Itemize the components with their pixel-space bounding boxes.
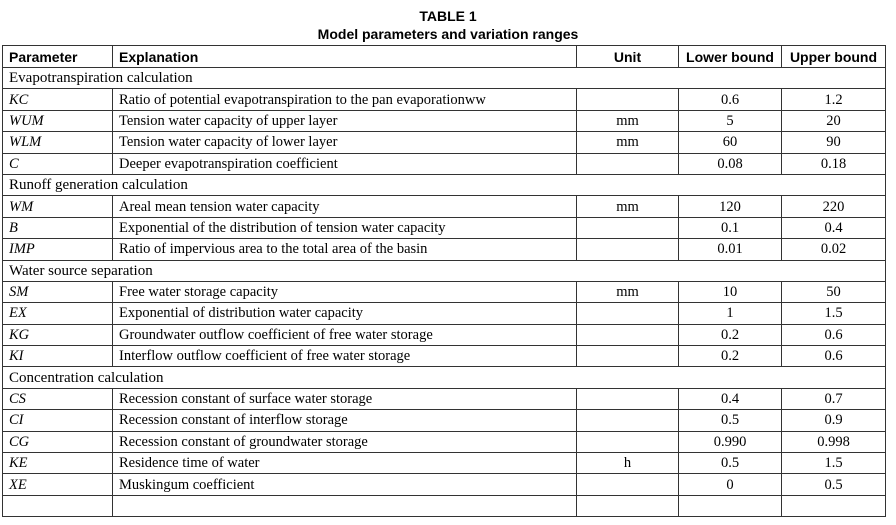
parameter-symbol: CG [3, 431, 113, 452]
parameter-explanation: Exponential of the distribution of tension water capacity [113, 217, 577, 238]
header-unit: Unit [577, 46, 679, 68]
lower-bound: 1 [679, 303, 782, 324]
header-parameter: Parameter [3, 46, 113, 68]
header-explanation: Explanation [113, 46, 577, 68]
parameter-explanation: Exponential of distribution water capacity [113, 303, 577, 324]
upper-bound: 1.2 [782, 89, 886, 110]
parameters-table [2, 45, 886, 517]
upper-bound [782, 495, 886, 516]
lower-bound: 5 [679, 110, 782, 131]
parameter-unit [577, 239, 679, 260]
table-row [3, 303, 886, 324]
parameter-symbol: IMP [3, 239, 113, 260]
table-row [3, 153, 886, 174]
table-row [3, 132, 886, 153]
parameter-unit [577, 410, 679, 431]
upper-bound: 0.998 [782, 431, 886, 452]
upper-bound: 1.5 [782, 303, 886, 324]
parameter-unit: h [577, 453, 679, 474]
parameter-explanation: Residence time of water [113, 453, 577, 474]
section-title: Evapotranspiration calculation [3, 68, 886, 89]
parameter-unit [577, 474, 679, 495]
parameter-symbol: CI [3, 410, 113, 431]
table-row [3, 388, 886, 409]
table-row [3, 410, 886, 431]
upper-bound: 0.7 [782, 388, 886, 409]
header-lower-bound: Lower bound [679, 46, 782, 68]
upper-bound: 0.6 [782, 346, 886, 367]
upper-bound: 0.6 [782, 324, 886, 345]
table-row [3, 474, 886, 495]
lower-bound: 0.990 [679, 431, 782, 452]
section-row [3, 68, 886, 89]
table-row [3, 239, 886, 260]
parameter-explanation: Ratio of potential evapotranspiration to the pan evaporationww [113, 89, 577, 110]
table-row [3, 89, 886, 110]
parameter-symbol: WUM [3, 110, 113, 131]
parameter-explanation: Tension water capacity of lower layer [113, 132, 577, 153]
table-row [3, 346, 886, 367]
header-upper-bound: Upper bound [782, 46, 886, 68]
parameter-symbol: XE [3, 474, 113, 495]
parameter-symbol: WLM [3, 132, 113, 153]
lower-bound: 0.2 [679, 324, 782, 345]
parameter-symbol: CS [3, 388, 113, 409]
lower-bound [679, 495, 782, 516]
lower-bound: 0.6 [679, 89, 782, 110]
section-title: Runoff generation calculation [3, 174, 886, 195]
section-title: Water source separation [3, 260, 886, 281]
table-row [3, 431, 886, 452]
parameter-unit: mm [577, 196, 679, 217]
table-label: TABLE 1 [419, 8, 477, 24]
section-row [3, 260, 886, 281]
upper-bound: 0.18 [782, 153, 886, 174]
lower-bound: 120 [679, 196, 782, 217]
upper-bound: 0.02 [782, 239, 886, 260]
table-row [3, 110, 886, 131]
parameter-symbol: C [3, 153, 113, 174]
parameter-symbol: KE [3, 453, 113, 474]
lower-bound: 0.1 [679, 217, 782, 238]
parameter-explanation: Recession constant of groundwater storage [113, 431, 577, 452]
table-row [3, 196, 886, 217]
upper-bound: 90 [782, 132, 886, 153]
parameter-explanation: Ratio of impervious area to the total area of the basin [113, 239, 577, 260]
lower-bound: 0.5 [679, 410, 782, 431]
parameter-unit [577, 495, 679, 516]
parameter-symbol: B [3, 217, 113, 238]
parameter-symbol: KI [3, 346, 113, 367]
parameter-unit [577, 324, 679, 345]
parameter-unit [577, 303, 679, 324]
lower-bound: 0 [679, 474, 782, 495]
parameter-unit: mm [577, 281, 679, 302]
parameter-explanation: Free water storage capacity [113, 281, 577, 302]
table-row [3, 324, 886, 345]
upper-bound: 1.5 [782, 453, 886, 474]
parameter-explanation: Muskingum coefficient [113, 474, 577, 495]
upper-bound: 0.9 [782, 410, 886, 431]
parameter-unit [577, 431, 679, 452]
parameter-unit: mm [577, 132, 679, 153]
parameter-symbol: KC [3, 89, 113, 110]
parameter-unit [577, 153, 679, 174]
section-title: Concentration calculation [3, 367, 886, 388]
upper-bound: 50 [782, 281, 886, 302]
lower-bound: 0.2 [679, 346, 782, 367]
section-row [3, 174, 886, 195]
header-row [3, 46, 886, 68]
lower-bound: 60 [679, 132, 782, 153]
upper-bound: 220 [782, 196, 886, 217]
parameter-unit [577, 388, 679, 409]
parameter-unit: mm [577, 110, 679, 131]
parameter-explanation: Areal mean tension water capacity [113, 196, 577, 217]
parameter-symbol: KG [3, 324, 113, 345]
parameter-symbol: EX [3, 303, 113, 324]
lower-bound: 0.01 [679, 239, 782, 260]
upper-bound: 0.4 [782, 217, 886, 238]
table-row [3, 453, 886, 474]
parameter-symbol: WM [3, 196, 113, 217]
parameter-explanation: Tension water capacity of upper layer [113, 110, 577, 131]
parameter-explanation: Deeper evapotranspiration coefficient [113, 153, 577, 174]
section-row [3, 367, 886, 388]
lower-bound: 10 [679, 281, 782, 302]
parameter-unit [577, 217, 679, 238]
upper-bound: 20 [782, 110, 886, 131]
lower-bound: 0.4 [679, 388, 782, 409]
table-row [3, 281, 886, 302]
parameter-explanation [113, 495, 577, 516]
parameter-explanation: Recession constant of interflow storage [113, 410, 577, 431]
parameter-explanation: Recession constant of surface water storage [113, 388, 577, 409]
parameter-unit [577, 89, 679, 110]
lower-bound: 0.08 [679, 153, 782, 174]
table-row [3, 495, 886, 516]
parameter-explanation: Groundwater outflow coefficient of free water storage [113, 324, 577, 345]
table-title: Model parameters and variation ranges [317, 26, 579, 42]
lower-bound: 0.5 [679, 453, 782, 474]
parameter-explanation: Interflow outflow coefficient of free water storage [113, 346, 577, 367]
parameter-unit [577, 346, 679, 367]
parameter-symbol: SM [3, 281, 113, 302]
parameter-symbol [3, 495, 113, 516]
table-row [3, 217, 886, 238]
upper-bound: 0.5 [782, 474, 886, 495]
